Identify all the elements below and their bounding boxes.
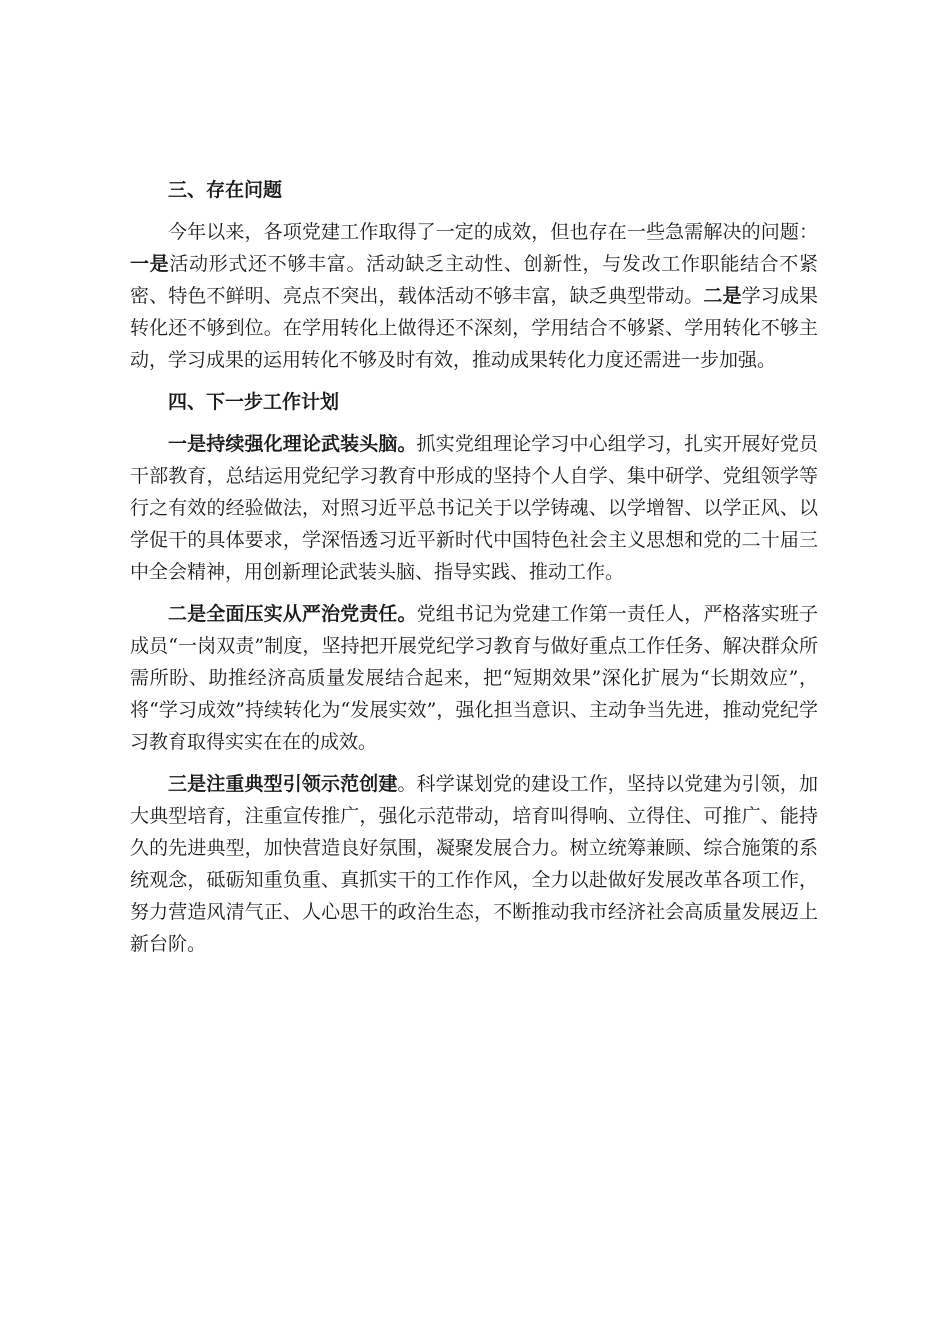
problem-1-lead: 一是 [130, 253, 170, 275]
section-heading-problems: 三、存在问题 [168, 179, 283, 201]
plan-item-1-lead: 一是持续强化理论武装头脑。 [168, 433, 417, 455]
plan-item-1 [130, 428, 818, 588]
plan-item-2 [130, 598, 818, 758]
plan-item-2-lead: 二是全面压实从严治党责任。 [168, 603, 417, 625]
document-page [130, 174, 818, 970]
problem-2-text: 学习成果转化还不够到位。在学用转化上做得还不深刻，学用结合不够紧、学用转化不够主动，学习成果的运用转化不够及时有效，推动成果转化力度还需进一步加强。 [130, 285, 818, 371]
problem-1-text: 活动形式还不够丰富。活动缺乏主动性、创新性，与发改工作职能结合不紧密、特色不鲜明、亮点不突出，载体活动不够丰富，缺乏典型带动。 [130, 253, 818, 307]
plan-item-1-text: 抓实党组理论学习中心组学习，扎实开展好党员干部教育，总结运用党纪学习教育中形成的坚持个人自学、集中研学、党组领学等行之有效的经验做法，对照习近平总书记关于以学铸魂、以学增智、以学正风、以学促干的具体要求，学深悟透习近平新时代中国特色社会主义思想和党的二十届三中全会精神，用创新理论武装头脑、指导实践、推动工作。 [130, 433, 818, 583]
problems-intro: 今年以来，各项党建工作取得了一定的成效，但也存在一些急需解决的问题： [168, 221, 818, 243]
problems-paragraph [130, 216, 818, 376]
section-heading-next-steps: 四、下一步工作计划 [168, 391, 340, 413]
plan-item-2-text: 党组书记为党建工作第一责任人，严格落实班子成员“一岗双责”制度，坚持把开展党纪学习教育与做好重点工作任务、解决群众所需所盼、助推经济高质量发展结合起来，把“短期效果”深化扩展为“长期效应”，将“学习成效”持续转化为“发展实效”，强化担当意识、主动争当先进，推动党纪学习教育取得实实在在的成效。 [130, 603, 818, 753]
plan-item-3-lead: 三是注重典型引领示范创建 [168, 773, 398, 795]
plan-item-3 [130, 768, 818, 960]
problem-2-lead: 二是 [703, 285, 742, 307]
plan-item-3-text: 。科学谋划党的建设工作，坚持以党建为引领，加大典型培育，注重宣传推广，强化示范带动，培育叫得响、立得住、可推广、能持久的先进典型，加快营造良好氛围，凝聚发展合力。树立统筹兼顾、综合施策的系统观念，砥砺知重负重、真抓实干的工作作风，全力以赴做好发展改革各项工作，努力营造风清气正、人心思干的政治生态，不断推动我市经济社会高质量发展迈上新台阶。 [130, 773, 818, 955]
